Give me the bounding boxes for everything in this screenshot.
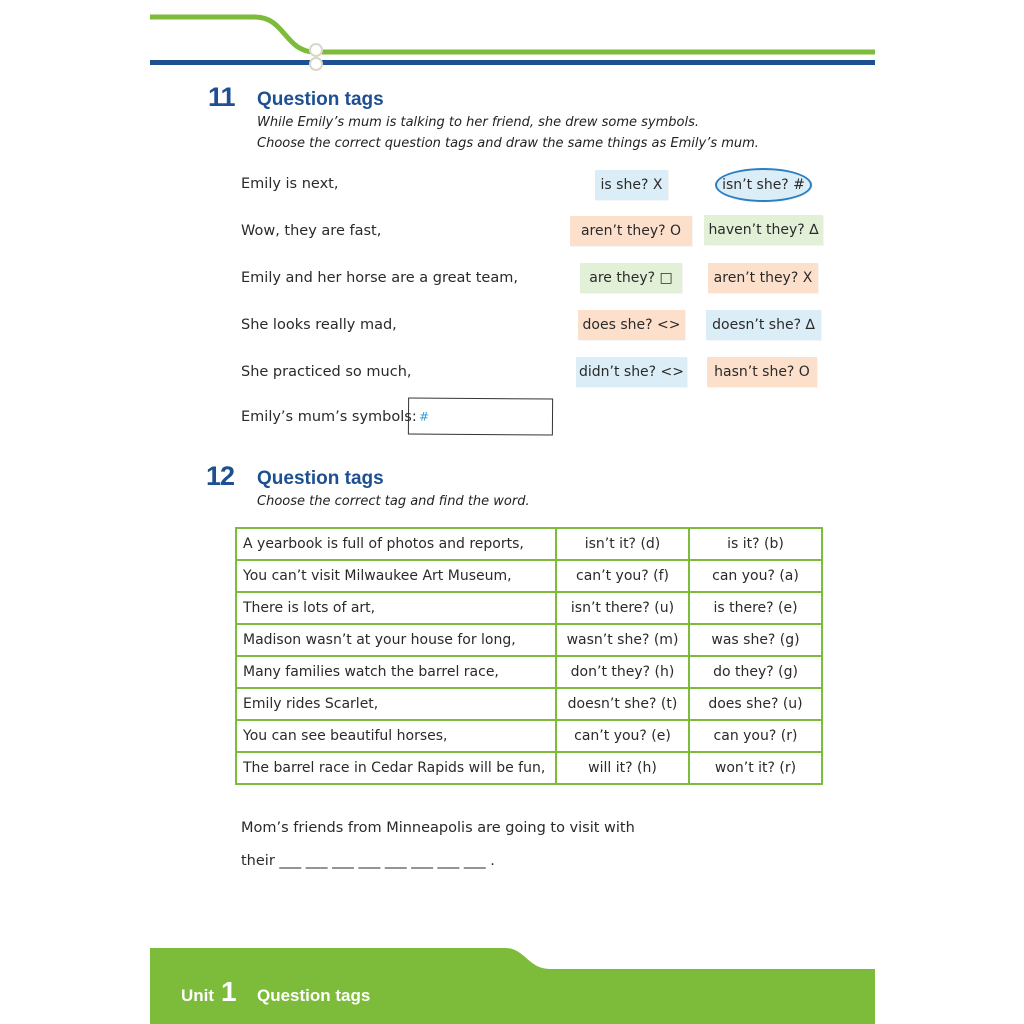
exercise-11-sentence-1: Emily is next, <box>241 176 339 192</box>
exercise-11-title: Question tags <box>257 89 384 110</box>
table-row <box>236 656 822 688</box>
header-green-stripe <box>150 17 875 52</box>
exercise-11-sentence-3: Emily and her horse are a great team, <box>241 270 518 286</box>
table-sentence: There is lots of art, <box>236 592 556 624</box>
exercise-11-sentence-5: She practiced so much, <box>241 364 412 380</box>
exercise-11-instruction-2: Choose the correct question tags and draw the same things as Emily’s mum. <box>257 136 759 151</box>
table-tag-a[interactable]: wasn’t she? (m) <box>556 624 689 656</box>
exercise-11-sentence-4: She looks really mad, <box>241 317 397 333</box>
table-tag-b[interactable]: can you? (r) <box>689 720 822 752</box>
table-sentence: Many families watch the barrel race, <box>236 656 556 688</box>
table-tag-a[interactable]: isn’t there? (u) <box>556 592 689 624</box>
table-sentence: You can see beautiful horses, <box>236 720 556 752</box>
table-sentence: You can’t visit Milwaukee Art Museum, <box>236 560 556 592</box>
table-tag-b[interactable]: is there? (e) <box>689 592 822 624</box>
exercise-12-number: 12 <box>206 461 235 491</box>
table-tag-b[interactable]: do they? (g) <box>689 656 822 688</box>
table-tag-a[interactable]: will it? (h) <box>556 752 689 784</box>
table-row <box>236 528 822 560</box>
table-tag-a[interactable]: can’t you? (e) <box>556 720 689 752</box>
symbols-label: Emily’s mum’s symbols: <box>241 409 417 425</box>
table-sentence: Emily rides Scarlet, <box>236 688 556 720</box>
symbols-answer: # <box>418 409 430 424</box>
table-row <box>236 592 822 624</box>
closing-line-2-answer-blanks[interactable]: their ___ ___ ___ ___ ___ ___ ___ ___ . <box>241 853 495 869</box>
header-stripes <box>0 0 1024 80</box>
exercise-11-option-2b[interactable]: haven’t they? ∆ <box>704 215 823 245</box>
stripe-knot-icon <box>310 44 322 70</box>
exercise-11-option-5a[interactable]: didn’t she? <> <box>576 357 687 387</box>
table-row <box>236 688 822 720</box>
table-tag-b[interactable]: does she? (u) <box>689 688 822 720</box>
footer-unit-title: Question tags <box>257 986 371 1005</box>
table-row <box>236 720 822 752</box>
table-row <box>236 752 822 784</box>
exercise-11-sentence-2: Wow, they are fast, <box>241 223 382 239</box>
table-tag-b[interactable]: was she? (g) <box>689 624 822 656</box>
closing-line-1: Mom’s friends from Minneapolis are going to visit with <box>241 820 635 836</box>
footer-band <box>0 940 1024 1024</box>
exercise-11-option-2a[interactable]: aren’t they? O <box>570 216 692 246</box>
table-tag-a[interactable]: don’t they? (h) <box>556 656 689 688</box>
exercise-11-option-1b-circled[interactable]: isn’t she? # <box>715 168 812 202</box>
exercise-11-option-4a[interactable]: does she? <> <box>578 310 685 340</box>
exercise-11-option-4b[interactable]: doesn’t she? ∆ <box>706 310 821 340</box>
table-sentence: A yearbook is full of photos and reports, <box>236 528 556 560</box>
table-tag-b[interactable]: is it? (b) <box>689 528 822 560</box>
table-row <box>236 624 822 656</box>
question-tag-table <box>235 527 823 785</box>
table-tag-b[interactable]: can you? (a) <box>689 560 822 592</box>
table-tag-a[interactable]: doesn’t she? (t) <box>556 688 689 720</box>
exercise-11-option-3b[interactable]: aren’t they? X <box>708 263 818 293</box>
table-sentence: Madison wasn’t at your house for long, <box>236 624 556 656</box>
exercise-11-instruction-1: While Emily’s mum is talking to her friend, she drew some symbols. <box>257 115 699 130</box>
footer-unit-word: Unit <box>181 986 215 1005</box>
footer-unit-number: 1 <box>221 976 237 1007</box>
exercise-11-option-5b[interactable]: hasn’t she? O <box>707 357 817 387</box>
table-tag-b[interactable]: won’t it? (r) <box>689 752 822 784</box>
symbols-answer-box[interactable] <box>408 397 553 435</box>
exercise-12-instruction: Choose the correct tag and find the word. <box>257 494 530 509</box>
exercise-12-title: Question tags <box>257 468 384 489</box>
table-sentence: The barrel race in Cedar Rapids will be fun, <box>236 752 556 784</box>
table-tag-a[interactable]: can’t you? (f) <box>556 560 689 592</box>
table-row <box>236 560 822 592</box>
exercise-11-number: 11 <box>208 82 235 112</box>
exercise-11-option-3a[interactable]: are they? □ <box>580 263 682 293</box>
header-blue-stripe <box>150 60 875 65</box>
table-tag-a[interactable]: isn’t it? (d) <box>556 528 689 560</box>
exercise-11-option-1a[interactable]: is she? X <box>595 170 668 200</box>
